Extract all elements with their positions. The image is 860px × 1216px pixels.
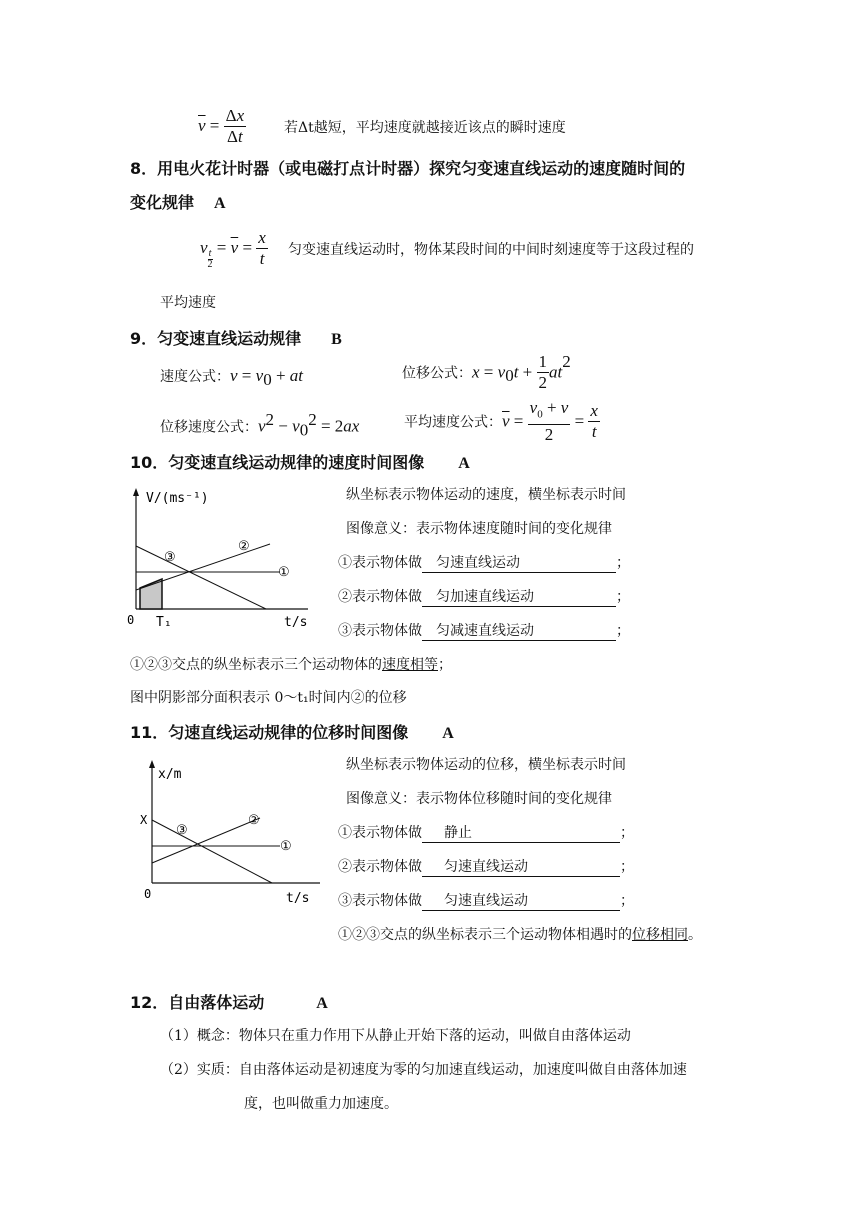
vt-intersection-note: ①②③交点的纵坐标表示三个运动物体的速度相等； — [130, 657, 452, 673]
x-tick-label: X — [140, 813, 148, 827]
vt-desc-axes: 纵坐标表示物体运动的速度，横坐标表示时间 — [346, 487, 626, 503]
vt-item-3: ③表示物体做 匀减速直线运动 ； — [338, 620, 630, 641]
section-10-title: 10．匀变速直线运动规律的速度时间图像 A — [130, 453, 470, 472]
free-fall-essence-cont: 度，也叫做重力加速度。 — [244, 1096, 398, 1112]
t-axis-label: t/s — [286, 891, 310, 906]
line-1-label: ① — [278, 565, 290, 580]
displacement-formula: 位移公式：$x = v_0t$ + $\frac{1}{2}$ $at^2$ — [402, 352, 571, 392]
xt-desc-meaning: 图像意义：表示物体位移随时间的变化规律 — [346, 791, 612, 807]
t1-label: T₁ — [156, 615, 172, 630]
section-8-title: 8．用电火花计时器（或电磁打点计时器）探究匀变速直线运动的速度随时间的 — [130, 159, 686, 178]
xt-desc-axes: 纵坐标表示物体运动的位移，横坐标表示时间 — [346, 757, 626, 773]
v-axis-label: V/(ms⁻¹) — [146, 491, 209, 506]
xt-item-1: ①表示物体做 静止 ； — [338, 822, 634, 843]
section-12-title: 12．自由落体运动 A — [130, 993, 328, 1012]
line-3-label: ③ — [164, 550, 176, 565]
free-fall-concept: （1）概念：物体只在重力作用下从静止开始下落的运动，叫做自由落体运动 — [160, 1028, 631, 1044]
displacement-time-graph — [130, 756, 320, 908]
line-3-label: ③ — [176, 823, 188, 838]
origin-label: 0 — [144, 887, 152, 901]
line-1-label: ① — [280, 839, 292, 854]
avg-velocity-note: 若Δt越短，平均速度就越接近该点的瞬时速度 — [284, 120, 566, 136]
free-fall-essence: （2）实质：自由落体运动是初速度为零的匀加速直线运动，加速度叫做自由落体加速 — [160, 1062, 687, 1078]
vt-item-2: ②表示物体做 匀加速直线运动 ； — [338, 586, 630, 607]
origin-label: 0 — [127, 613, 135, 627]
velocity-formula: 速度公式：$v = v_0$ + at — [160, 366, 304, 390]
t-axis-label: t/s — [284, 615, 308, 630]
velocity-displacement-formula: 位移速度公式：$v^2 - v_0^2 = 2ax$ — [160, 410, 360, 440]
vt-desc-meaning: 图像意义：表示物体速度随时间的变化规律 — [346, 521, 612, 537]
xt-item-3: ③表示物体做 匀速直线运动 ； — [338, 890, 634, 911]
xt-item-2: ②表示物体做 匀速直线运动 ； — [338, 856, 634, 877]
section-8-title-cont: 变化规律 A — [130, 193, 226, 212]
mid-time-velocity-note: 匀变速直线运动时，物体某段时间的中间时刻速度等于这段过程的 — [288, 242, 694, 258]
x-axis-label: x/m — [158, 767, 182, 782]
velocity-time-graph — [120, 484, 320, 636]
xt-intersection-note: ①②③交点的纵坐标表示三个运动物体相遇时的位移相同。 — [338, 927, 702, 943]
vt-shade-note: 图中阴影部分面积表示 0～t₁时间内②的位移 — [130, 690, 407, 706]
line-2-label: ② — [248, 813, 260, 828]
avg-velocity-formula: $\overline{v}$ = $\frac{\Delta x}{\Delta t}$ — [198, 106, 245, 146]
section-11-title: 11．匀速直线运动规律的位移时间图像 A — [130, 723, 454, 742]
section-9-title: 9．匀变速直线运动规律 B — [130, 329, 342, 348]
line-2-label: ② — [238, 539, 250, 554]
mid-time-velocity-note-cont: 平均速度 — [160, 295, 216, 311]
average-velocity-formula: 平均速度公式：$\overline{v}$ = $\frac{v_0 + v}{2}$ = $\frac{x}{t}$ — [404, 398, 598, 445]
vt-item-1: ①表示物体做 匀速直线运动 ； — [338, 552, 630, 573]
mid-time-velocity-formula: v $\frac{t}{2}$ = $\overline{v}$ = $\frac{x}{t}$ — [200, 228, 266, 270]
